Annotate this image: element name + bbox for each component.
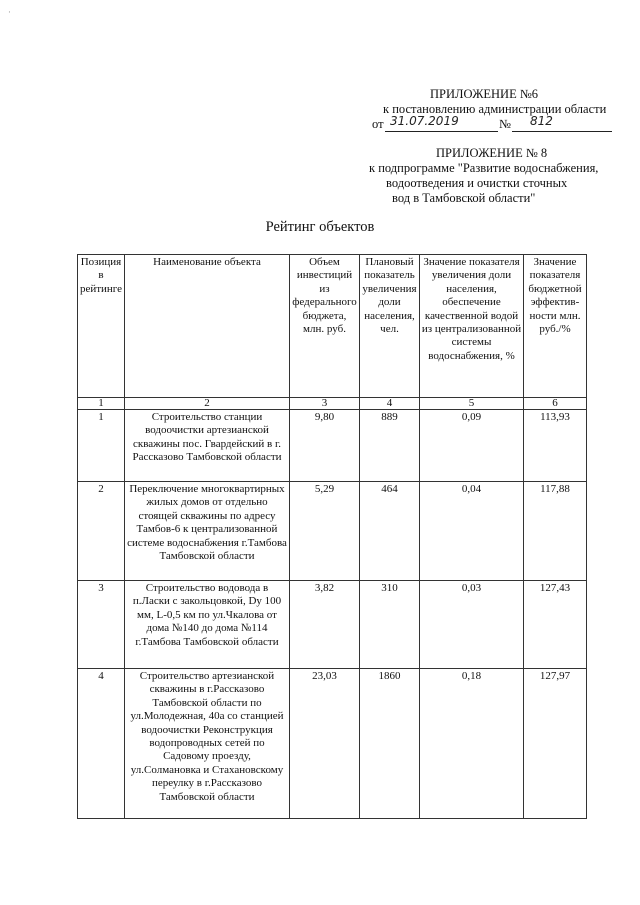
cell-position: 4 [78,669,125,819]
margin-mark: · [8,8,11,18]
cell-planned: 310 [360,581,420,669]
column-number: 5 [420,398,524,410]
header-investment: Объем инвестиций из федерального бюджета, млн. руб. [290,255,360,398]
cell-share: 0,03 [420,581,524,669]
cell-investment: 9,80 [290,410,360,482]
appendix8-label: ПРИЛОЖЕНИЕ № 8 [436,146,548,160]
header-efficiency: Значение показателя бюджетной эффектив-ности млн. руб./% [524,255,587,398]
cell-position: 3 [78,581,125,669]
cell-efficiency: 127,97 [524,669,587,819]
cell-investment: 3,82 [290,581,360,669]
date-underline [385,131,498,132]
table-row [78,482,587,581]
cell-efficiency: 127,43 [524,581,587,669]
column-number: 6 [524,398,587,410]
cell-name: Строительство станции водоочистки артезианской скважины пос. Гвардейский в г. Рассказово Тамбовской области [125,410,290,482]
page-title: Рейтинг объектов [265,219,375,235]
cell-position: 1 [78,410,125,482]
header-planned: Плановый показатель увеличения доли населения, чел. [360,255,420,398]
table-row [78,581,587,669]
header-name: Наименование объекта [125,255,290,398]
header-share: Значение показателя увеличения доли населения, обеспечение качественной водой из централизованной системы водоснабжения, % [420,255,524,398]
header-row [78,255,587,398]
cell-share: 0,09 [420,410,524,482]
cell-planned: 889 [360,410,420,482]
cell-efficiency: 113,93 [524,410,587,482]
cell-name: Переключение многоквартирных жилых домов от отдельно стоящей скважины по адресу Тамбов-6 к централизованной системе водоснабжения г.Тамбова Тамбовской области [125,482,290,581]
column-number: 2 [125,398,290,410]
header-position: Позиция в рейтинге [78,255,125,398]
date-value: 31.07.2019 [390,114,459,128]
cell-efficiency: 117,88 [524,482,587,581]
cell-investment: 5,29 [290,482,360,581]
table-row [78,410,587,482]
cell-share: 0,18 [420,669,524,819]
column-number: 4 [360,398,420,410]
cell-position: 2 [78,482,125,581]
cell-planned: 1860 [360,669,420,819]
cell-investment: 23,03 [290,669,360,819]
number-value: 812 [530,114,553,128]
cell-planned: 464 [360,482,420,581]
subprogram-line-1: к подпрограмме "Развитие водоснабжения, [369,161,599,175]
cell-share: 0,04 [420,482,524,581]
column-number: 1 [78,398,125,410]
subprogram-line-3: вод в Тамбовской области" [392,191,536,205]
table-row [78,669,587,819]
number-prefix: № [499,117,511,131]
cell-name: Строительство артезианской скважины в г.Рассказово Тамбовской области по ул.Молодежная, 40а со станцией водоочистки Реконструкция водопроводных сетей по Садовому проезду, ул.Солмановка и Стахановскому переулку в г.Рассказово Тамбовской области [125,669,290,819]
resolution-line: к постановлению администрации области [383,102,607,116]
rating-table [77,254,587,819]
date-prefix: от [372,117,384,131]
subprogram-line-2: водоотведения и очистки сточных [386,176,568,190]
appendix6-label: ПРИЛОЖЕНИЕ №6 [430,87,539,101]
number-underline [512,131,612,132]
column-number-row [78,398,587,410]
cell-name: Строительство водовода в п.Ласки с закольцовкой, Dy 100 мм, L-0,5 км по ул.Чкалова от дома №140 до дома №114 г.Тамбова Тамбовской области [125,581,290,669]
column-number: 3 [290,398,360,410]
